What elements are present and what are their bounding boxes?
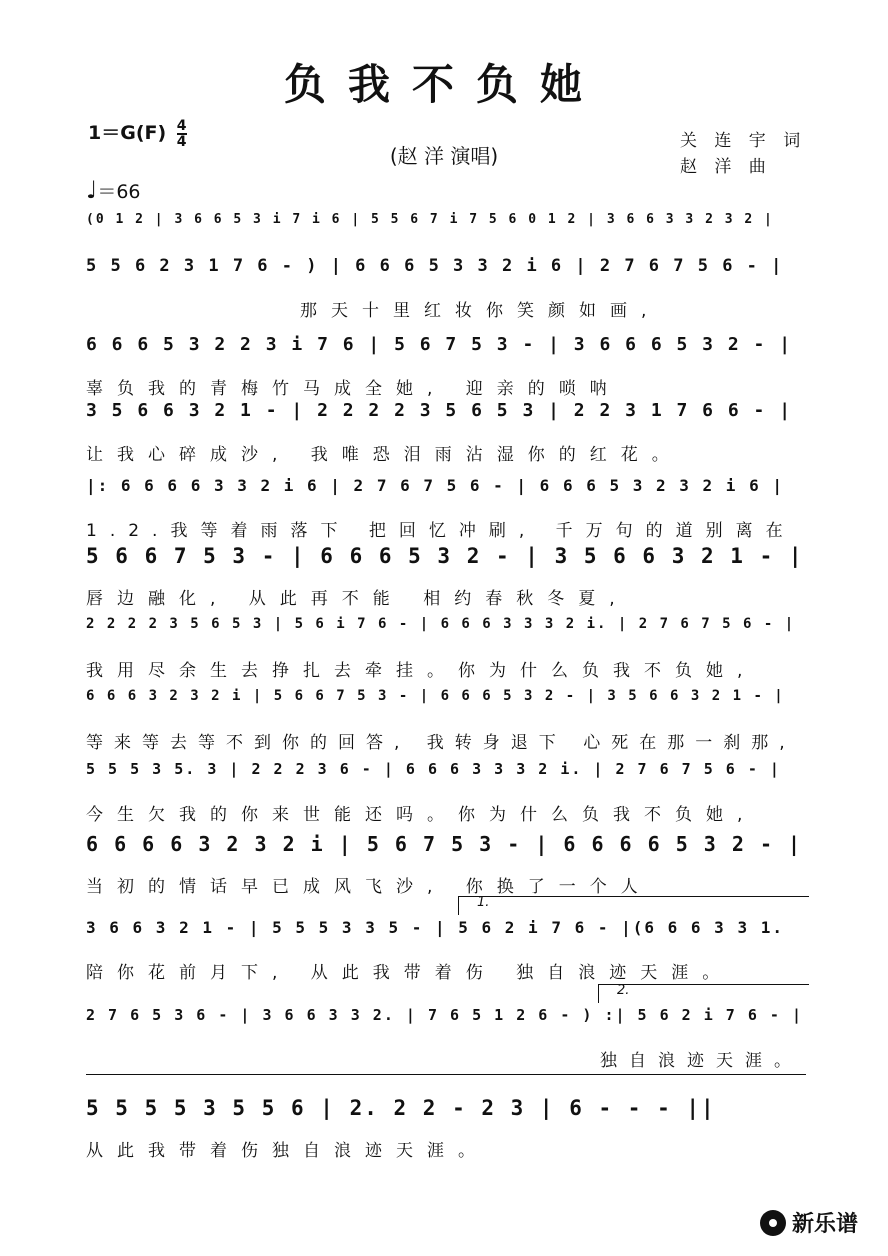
lyrics-line [86, 1042, 806, 1071]
lyrics-text: 1.2.我等着雨落下 把回忆冲刷, 千万句的道别离在 [86, 521, 796, 541]
notes-line: 6 6 6 5 3 2 2 3 i 7 6 | 5 6 7 5 3 - | 3 6 6 6 5 3 2 - | [86, 334, 793, 355]
site-logo [760, 1207, 858, 1238]
score-row [86, 544, 806, 609]
notes-line: (0 1 2 | 3 6 6 5 3 i 7 i 6 | 5 5 6 7 i 7 5 6 0 1 2 | 3 6 6 3 3 2 3 2 | [86, 212, 774, 227]
lyrics-text: 我用尽余生去挣扎去牵挂。你为什么负我不负她, [86, 661, 757, 681]
credits [680, 128, 806, 180]
quarter-note-icon: ♩ [86, 176, 98, 204]
lyrics-text: 独自浪迹天涯。 [600, 1051, 803, 1071]
notes-line: 5 5 5 3 5. 3 | 2 2 2 3 6 - | 6 6 6 3 3 3 2 i. | 2 7 6 7 5 6 - | [86, 760, 781, 778]
key-text: 1＝G(F) [88, 122, 167, 144]
score-row [86, 760, 806, 825]
section-divider [86, 1074, 806, 1075]
score-row [86, 400, 806, 465]
score-row [86, 476, 806, 541]
score-row [86, 256, 806, 321]
tempo-value: ＝66 [97, 181, 141, 203]
lyrics-line [86, 868, 806, 897]
lyrics-line [86, 1132, 806, 1161]
singer-credit: (赵 洋 演唱) [389, 144, 499, 168]
volta-1-label: 1. [477, 895, 490, 910]
lyrics-line [86, 796, 806, 825]
notes-line: 3 6 6 3 2 1 - | 5 5 5 3 3 5 - | 5 6 2 i 7 6 - |(6 6 6 3 3 1. [86, 918, 784, 937]
lyrics-text: 等来等去等不到你的回答, 我转身退下 心死在那一刹那, [86, 733, 796, 753]
time-top: 4 [176, 117, 187, 134]
lyrics-line [86, 512, 806, 541]
lyrics-text: 那天十里红妆你笑颜如画, [300, 301, 661, 321]
lyrics-text: 当初的情话早已成风飞沙, 你换了一个人 [86, 877, 652, 897]
lyrics-line [86, 954, 806, 983]
lyrics-text: 唇边融化, 从此再不能 相约春秋冬夏, [86, 589, 629, 609]
lyrics-line [86, 292, 806, 321]
volta-bracket-1 [458, 896, 809, 915]
record-disc-icon [760, 1210, 786, 1236]
notes-line: 6 6 6 6 3 2 3 2 i | 5 6 7 5 3 - | 6 6 6 6 5 3 2 - | [86, 832, 803, 856]
lyrics-text: 让我心碎成沙, 我唯恐泪雨沾湿你的红花。 [86, 445, 683, 465]
notes-line: 5 5 6 2 3 1 7 6 - ) | 6 6 6 5 3 3 2 i 6 | 2 7 6 7 5 6 - | [86, 256, 784, 276]
lyrics-text: 从此我带着伤独自浪迹天涯。 [86, 1141, 489, 1161]
volta-bracket-2 [598, 984, 809, 1003]
lyrics-line [86, 580, 806, 609]
tempo-marking [86, 176, 141, 204]
notes-line: 5 5 5 5 3 5 5 6 | 2. 2 2 - 2 3 | 6 - - - || [86, 1096, 716, 1120]
lyrics-line [86, 436, 806, 465]
score-row [86, 918, 806, 983]
composer: 赵 洋 曲 [680, 157, 772, 177]
lyrics-line [86, 370, 806, 399]
lyrics-text: 今生欠我的你来世能还吗。你为什么负我不负她, [86, 805, 757, 825]
score-row [86, 1096, 806, 1161]
score-row [86, 212, 806, 246]
lyricist: 关 连 宇 词 [680, 131, 807, 151]
notes-line: 3 5 6 6 3 2 1 - | 2 2 2 2 3 5 6 5 3 | 2 2 3 1 7 6 6 - | [86, 400, 793, 421]
lyrics-text: 陪你花前月下, 从此我带着伤 独自浪迹天涯。 [86, 963, 734, 983]
song-title: 负我不负她 [283, 60, 604, 109]
score-row [86, 1006, 806, 1071]
volta-2-label: 2. [617, 983, 630, 998]
lyrics-line [86, 652, 806, 681]
score-row [86, 832, 806, 897]
notes-line: 2 7 6 5 3 6 - | 3 6 6 3 3 2. | 7 6 5 1 2 6 - ) :| 5 6 2 i 7 6 - | [86, 1006, 803, 1024]
notes-line: |: 6 6 6 6 3 3 2 i 6 | 2 7 6 7 5 6 - | 6 6 6 5 3 2 3 2 i 6 | [86, 476, 784, 495]
score-row [86, 616, 806, 681]
score-row [86, 334, 806, 399]
logo-text: 新乐谱 [791, 1212, 858, 1237]
notes-line: 2 2 2 2 3 5 6 5 3 | 5 6 i 7 6 - | 6 6 6 3 3 3 2 i. | 2 7 6 7 5 6 - | [86, 616, 796, 632]
time-bottom: 4 [176, 133, 187, 150]
notes-line: 6 6 6 3 2 3 2 i | 5 6 6 7 5 3 - | 6 6 6 5 3 2 - | 3 5 6 6 3 2 1 - | [86, 688, 785, 704]
lyrics-line [86, 724, 806, 753]
score-row [86, 688, 806, 753]
lyrics-text: 辜负我的青梅竹马成全她, 迎亲的唢呐 [86, 379, 621, 399]
notes-line: 5 6 6 7 5 3 - | 6 6 6 5 3 2 - | 3 5 6 6 3 2 1 - | [86, 544, 804, 568]
